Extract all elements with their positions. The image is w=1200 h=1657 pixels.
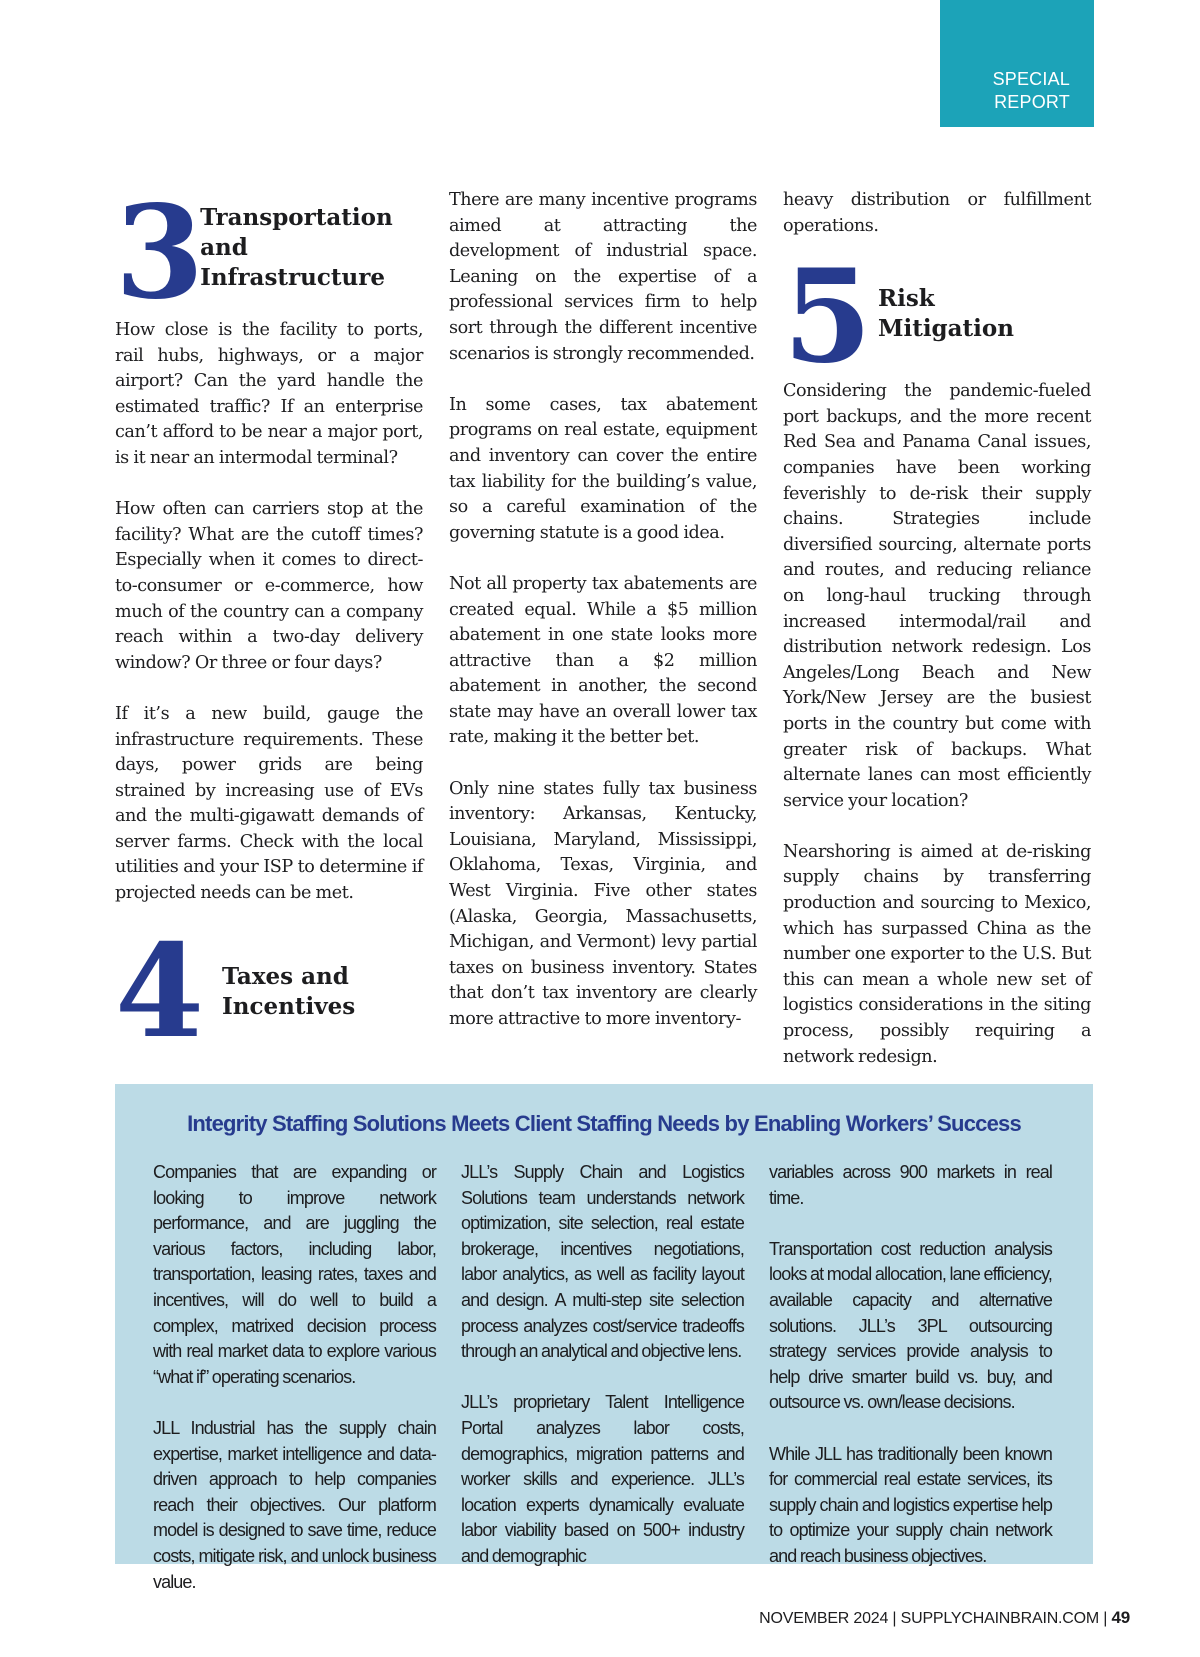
sidebar-paragraph: JLL’s Supply Chain and Logistics Solutions team understands network optimization, site selection, real estate brokerage, incentives negotiations, labor analytics, as well as facility layout and design. A multi-step site selection process analyzes cost/service tradeoffs through an analytical and objective lens. — [461, 1162, 744, 1362]
section-number-3: 3 — [115, 178, 201, 328]
paragraph: heavy distribution or fulfillment operations. — [783, 190, 1091, 236]
section-4-heading — [115, 916, 423, 1067]
paragraph: How close is the facility to ports, rail hubs, highways, or a major airport? Can the yard handle the estimated traffic? If an enterprise can’t afford to be near a major port, is it near an intermodal terminal? — [115, 320, 423, 468]
sidebar-column-3 — [769, 1160, 1052, 1570]
section-title-5: Risk Mitigation — [878, 285, 1014, 343]
paragraph: Only nine states fully tax business inventory: Arkansas, Kentucky, Louisiana, Maryland, Mississippi, Oklahoma, Texas, Virginia, and West Virginia. Five other states (Alaska, Georgia, Massachusetts, Michigan, and Vermont) levy partial taxes on business inventory. States that don’t tax inventory are clearly more attractive to more inventory- — [449, 778, 757, 1029]
sidebar-paragraph: Transportation cost reduction analysis looks at modal allocation, lane efficiency, available capacity and alternative solutions. JLL’s 3PL outsourcing strategy services provide analysis to help drive smarter build vs. buy, and outsource vs. own/lease decisions. — [769, 1238, 1052, 1413]
section-5-heading — [783, 242, 1091, 393]
paragraph: There are many incentive programs aimed at attracting the development of industrial space. Leaning on the expertise of a professional services firm to help sort through the different incentive scenarios is strongly recommended. — [449, 190, 757, 364]
sidebar-column-2 — [461, 1160, 744, 1570]
sidebar-paragraph: JLL’s proprietary Talent Intelligence Portal analyzes labor costs, demographics, migration patterns and worker skills and experience. JLL’s location experts dynamically evaluate labor viability based on 500+ industry and demographic — [461, 1392, 744, 1566]
article-column-2 — [449, 188, 757, 1033]
special-report-tab — [940, 0, 1094, 127]
page-number: 49 — [1111, 1608, 1130, 1627]
paragraph: In some cases, tax abatement programs on real estate, equipment and inventory can cover the entire tax liability for the building’s value, so a careful examination of the governing statute is a good idea. — [449, 394, 757, 543]
footer-text: NOVEMBER 2024 | SUPPLYCHAINBRAIN.COM | — [759, 1610, 1112, 1627]
section-number-5: 5 — [783, 242, 869, 393]
paragraph: Not all property tax abatements are created equal. While a $5 million abatement in one state looks more attractive than a $2 million abatement in another, the second state may have an overall lower tax rate, making it the better bet. — [449, 573, 757, 748]
section-number-4: 4 — [115, 916, 201, 1067]
section-title-3: Transportation and Infrastructure — [200, 204, 393, 291]
sidebar-paragraph: While JLL has traditionally been known for commercial real estate services, its supply chain and logistics expertise help to optimize your supply chain network and reach business objectives. — [769, 1443, 1052, 1566]
section-title-4: Taxes and Incentives — [222, 962, 356, 1020]
paragraph: Considering the pandemic-fueled port backups, and the more recent Red Sea and Panama Canal issues, companies have been working feverishly to de-risk their supply chains. Strategies include diversified sourcing, alternate ports and routes, and reducing reliance on long-haul trucking through increased intermodal/rail and distribution network redesign. Los Angeles/Long Beach and New York/New Jersey are the busiest ports in the country but come with greater risk of backups. What alternate lanes can most efficiently service your location? — [783, 381, 1091, 811]
article-column-3 — [783, 188, 1091, 1070]
paragraph: How often can carriers stop at the facility? What are the cutoff times? Especially when it comes to direct-to-consumer or e-commerce, how much of the country can a company reach within a two-day delivery window? Or three or four days? — [115, 499, 423, 673]
section-3-heading — [115, 178, 423, 328]
paragraph: Nearshoring is aimed at de-risking supply chains by transferring production and sourcing to Mexico, which has surpassed China as the number one exporter to the U.S. But this can mean a whole new set of logistics considerations in the siting process, possibly requiring a network redesign. — [783, 841, 1091, 1067]
sidebar-title: Integrity Staffing Solutions Meets Client Staffing Needs by Enabling Workers’ Success — [187, 1111, 1021, 1136]
sidebar-column-1 — [153, 1160, 436, 1595]
sidebar-paragraph: variables across 900 markets in real time. — [769, 1162, 1052, 1208]
paragraph: If it’s a new build, gauge the infrastructure requirements. These days, power grids are being strained by increasing use of EVs and the multi-gigawatt demands of server farms. Check with the local utilities and your ISP to determine if projected needs can be met. — [115, 703, 423, 904]
sidebar-paragraph: Companies that are expanding or looking to improve network performance, and are juggling the various factors, including labor, transportation, leasing rates, taxes and incentives, will do well to build a complex, matrixed decision process with real market data to explore various “what if” operating scenarios. — [153, 1162, 436, 1387]
sidebar-paragraph: JLL Industrial has the supply chain expertise, market intelligence and data-driven approach to help companies reach their objectives. Our platform model is designed to save time, reduce costs, mitigate risk, and unlock business value. — [153, 1417, 436, 1592]
tab-line-1: SPECIAL — [992, 69, 1070, 89]
article-column-1 — [115, 178, 423, 1067]
page-footer — [759, 1608, 1130, 1628]
tab-line-2: REPORT — [994, 92, 1070, 112]
sidebar-box — [115, 1084, 1093, 1592]
